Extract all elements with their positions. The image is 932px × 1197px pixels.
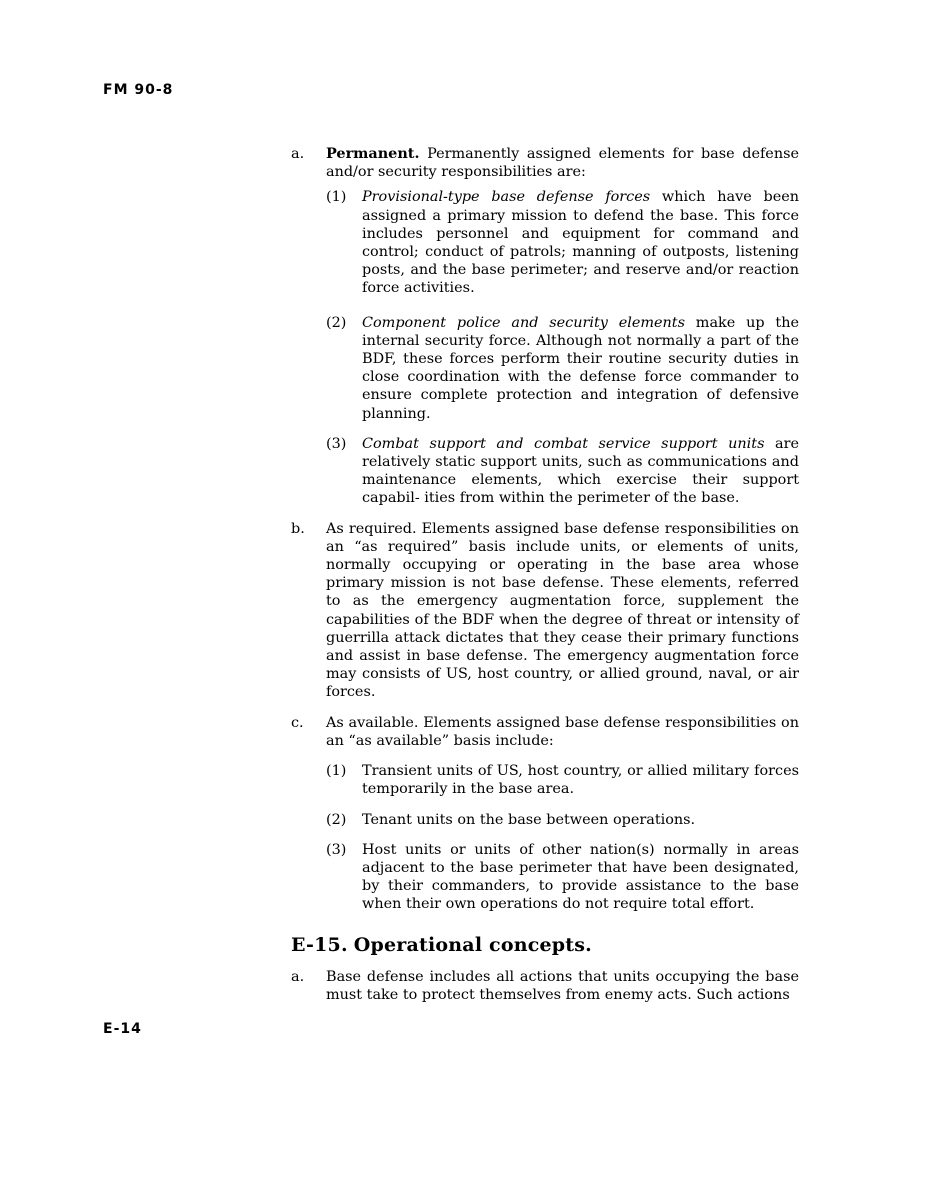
subparagraph-text: Transient units of US, host country, or allied military forces temporarily in the base area.: [362, 763, 799, 798]
subparagraph-a3: [326, 435, 799, 508]
paragraph-marker: a.: [291, 968, 305, 985]
subparagraph-a1: [326, 188, 799, 297]
paragraph-text: As required. Elements assigned base defense responsibilities on an “as required” basis include units, or elements of units, normally occupying or operating in the base area whose primary mission is not base defense. These elements, referred to as the emergency augmentation force, supplement the capabilities of the BDF when the degree of threat or intensity of guerrilla attack dictates that they cease their primary functions and assist in base defense. The emergency augmentation force may consists of US, host country, or allied ground, naval, or air forces.: [326, 520, 799, 701]
paragraph-b: [291, 520, 799, 702]
subparagraph-c2: [326, 811, 799, 829]
subparagraph-lead: Combat support and combat service support units: [362, 435, 765, 452]
page-footer: E-14: [103, 1021, 142, 1037]
subparagraph-number: (1): [326, 189, 347, 206]
section-heading: [291, 933, 799, 956]
subparagraph-text: are relatively static support units, such as communications and maintenance elements, which exercise their support capabil- ities from within the perimeter of the base.: [362, 435, 799, 507]
subparagraph-text: Tenant units on the base between operations.: [362, 811, 696, 828]
paragraph-marker: c.: [291, 714, 304, 731]
subparagraph-text: make up the internal security force. Although not normally a part of the BDF, these forces perform their routine security duties in close coordination with the defense force commander to ensure complete protection and integration of defensive planning.: [362, 314, 799, 422]
paragraph-marker: b.: [291, 520, 305, 537]
section-number: E-15.: [291, 933, 348, 956]
subparagraph-c3: [326, 841, 799, 914]
paragraph-text: Permanently assigned elements for base defense and/or security responsibilities are:: [326, 146, 799, 181]
subparagraph-text: which have been assigned a primary mission to defend the base. This force includes personnel and equipment for command and control; conduct of patrols; manning of outposts, listening posts, and the base perimeter; and reserve and/or reaction force activities.: [362, 189, 799, 297]
page-header: FM 90-8: [103, 82, 174, 98]
section-title: Operational concepts.: [353, 933, 592, 956]
paragraph-text: Base defense includes all actions that units occupying the base must take to protect themselves from enemy acts. Such actions: [326, 968, 799, 1003]
paragraph-lead: Permanent.: [326, 145, 420, 162]
paragraph-text: As available. Elements assigned base defense responsibilities on an “as available” basis include:: [326, 714, 799, 749]
paragraph-marker: a.: [291, 146, 305, 162]
subparagraph-lead: Component police and security elements: [362, 314, 685, 331]
subparagraph-number: (3): [326, 841, 347, 858]
subparagraph-number: (1): [326, 763, 347, 780]
subparagraph-number: (3): [326, 435, 347, 452]
paragraph-e15-a: [291, 968, 799, 1004]
paragraph-a: [291, 145, 799, 181]
page-content: [291, 145, 799, 1004]
subparagraph-text: Host units or units of other nation(s) normally in areas adjacent to the base perimeter that have been designated, by their commanders, to provide assistance to the base when their own operations do not require total effort.: [362, 841, 799, 913]
subparagraph-number: (2): [326, 811, 347, 828]
paragraph-c: [291, 714, 799, 750]
subparagraph-number: (2): [326, 314, 347, 331]
subparagraph-lead: Provisional-type base defense forces: [362, 189, 651, 206]
subparagraph-c1: [326, 762, 799, 798]
subparagraph-a2: [326, 314, 799, 423]
